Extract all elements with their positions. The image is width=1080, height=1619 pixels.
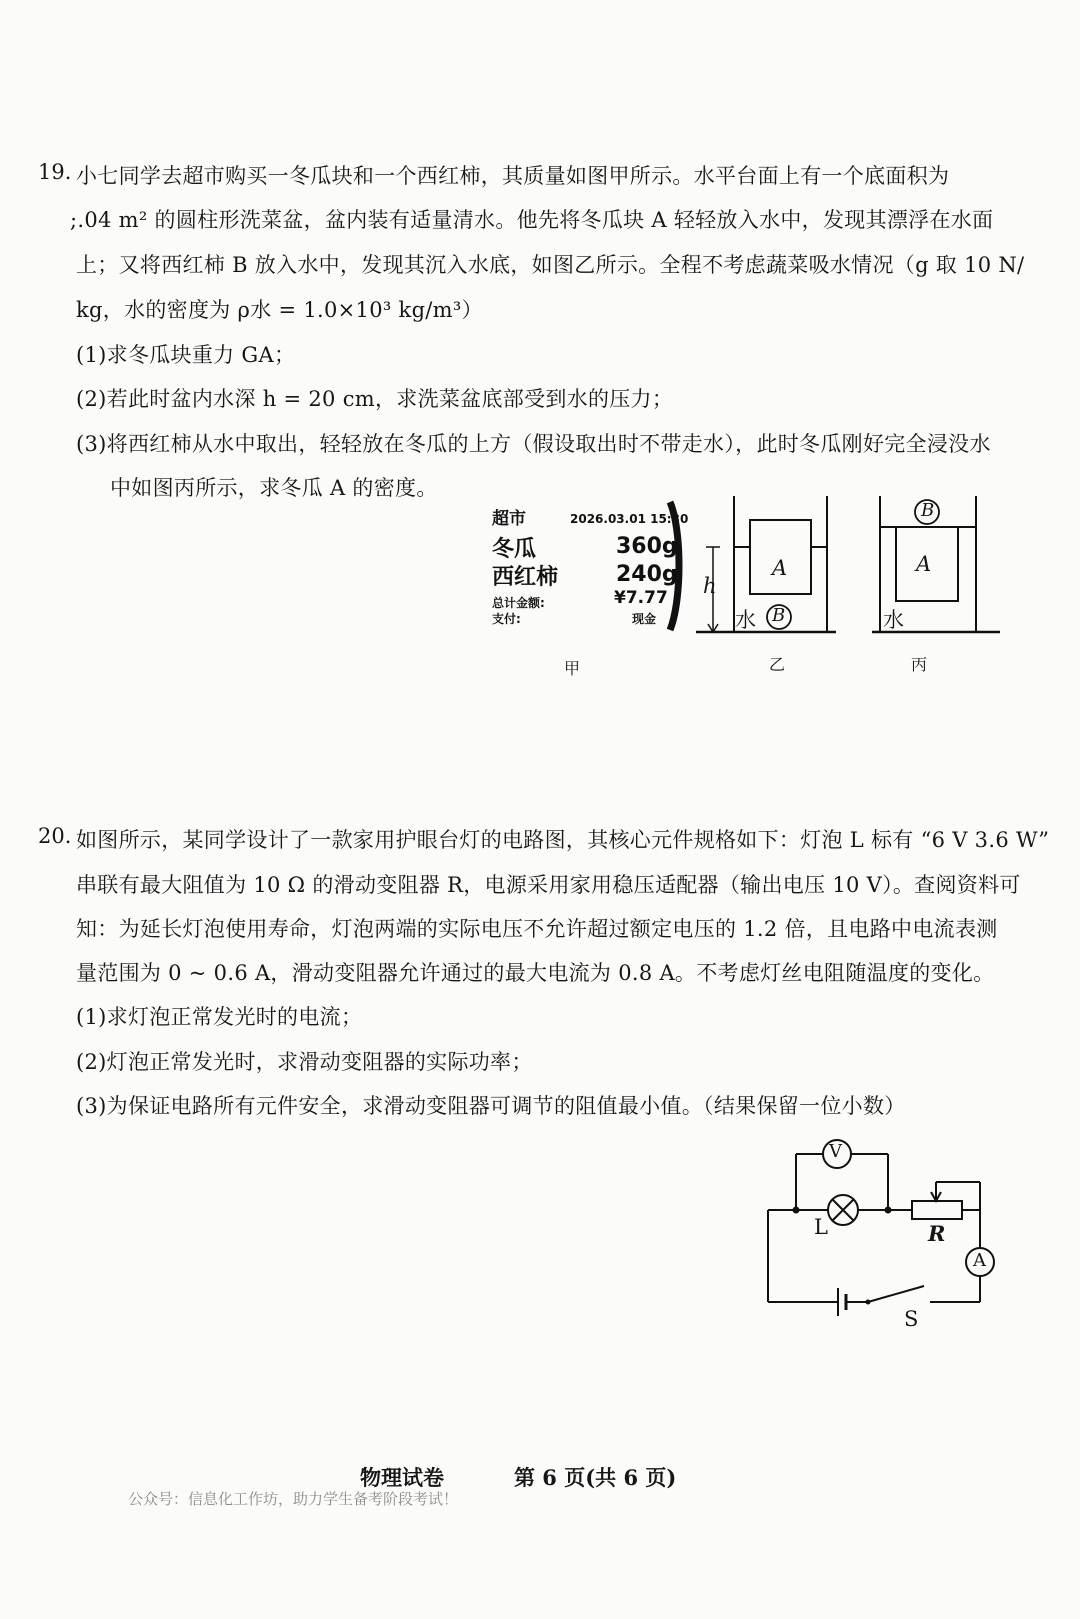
receipt-item2-mass: 240g (616, 562, 678, 587)
watermark: 公众号：信息化工作坊，助力学生备考阶段考试！ (128, 1490, 459, 1508)
q20-sub-2: (2)灯泡正常发光时，求滑动变阻器的实际功率； (76, 1050, 533, 1074)
receipt-pay-label: 支付: (492, 612, 521, 626)
figure-bing-b-label: B (921, 500, 935, 521)
caption-bing: 丙 (911, 655, 928, 674)
q19-line-1: 小七同学去超市购买一冬瓜块和一个西红柿，其质量如图甲所示。水平台面上有一个底面积为 (76, 164, 950, 188)
rheostat-label: R (928, 1221, 946, 1246)
q19-sub-3: (3)将西红柿从水中取出，轻轻放在冬瓜的上方（假设取出时不带走水），此时冬瓜刚好完全浸没水 (76, 432, 991, 456)
receipt-item2-name: 西红柿 (492, 565, 559, 590)
footer-page: 第 6 页(共 6 页) (514, 1465, 677, 1490)
figure-bing-water-label: 水 (883, 608, 905, 632)
q19-sub-2: (2)若此时盆内水深 h = 20 cm，求洗菜盆底部受到水的压力； (76, 387, 674, 411)
q20-sub-1: (1)求灯泡正常发光时的电流； (76, 1005, 363, 1029)
q20-line-1: 如图所示，某同学设计了一款家用护眼台灯的电路图，其核心元件规格如下：灯泡 L 标有 “6 V 3.6 W” (76, 828, 1050, 852)
receipt-total-label: 总计金额: (492, 596, 545, 610)
figure-yi-water-label: 水 (735, 608, 757, 632)
ammeter-label: A (973, 1250, 987, 1271)
receipt-store: 超市 (492, 509, 526, 529)
receipt-curl-edge (666, 500, 688, 632)
q20-sub-3: (3)为保证电路所有元件安全，求滑动变阻器可调节的阻值最小值。（结果保留一位小数） (76, 1094, 906, 1118)
q20-number: 20. (38, 824, 72, 848)
figure-yi-h-label: h (703, 574, 717, 598)
q19-line-2: ;.04 m² 的圆柱形洗菜盆，盆内装有适量清水。他先将冬瓜块 A 轻轻放入水中，发现其漂浮在水面 (70, 208, 994, 232)
receipt-total-value: ¥7.77 (614, 588, 668, 608)
receipt-item1-mass: 360g (616, 534, 678, 559)
figure-yi-b-label: B (772, 605, 786, 626)
q19-line-3: 上；又将西红柿 B 放入水中，发现其沉入水底，如图乙所示。全程不考虑蔬菜吸水情况（g 取 10 N/ (76, 253, 1025, 277)
q19-line-4: kg，水的密度为 ρ水 = 1.0×10³ kg/m³） (76, 298, 483, 322)
lamp-label: L (814, 1215, 829, 1239)
figure-yi-basin (696, 490, 836, 640)
figure-yi-a-label: A (772, 556, 788, 580)
caption-yi: 乙 (769, 655, 786, 674)
q20-line-4: 量范围为 0 ~ 0.6 A，滑动变阻器允许通过的最大电流为 0.8 A。不考虑灯丝电阻随温度的变化。 (76, 961, 995, 985)
receipt-figure (492, 504, 689, 628)
q19-sub-1: (1)求冬瓜块重力 GA； (76, 343, 296, 367)
q20-line-2: 串联有最大阻值为 10 Ω 的滑动变阻器 R，电源采用家用稳压适配器（输出电压 10 V）。查阅资料可 (76, 873, 1021, 897)
caption-jia: 甲 (564, 659, 581, 678)
switch-label: S (904, 1307, 919, 1331)
circuit-diagram (760, 1130, 1010, 1330)
q20-line-3: 知：为延长灯泡使用寿命，灯泡两端的实际电压不允许超过额定电压的 1.2 倍，且电路中电流表测 (76, 917, 998, 941)
q19-sub-4: 中如图丙所示，求冬瓜 A 的密度。 (110, 476, 438, 500)
voltmeter-label: V (829, 1141, 843, 1162)
figure-bing-a-label: A (916, 552, 932, 576)
receipt-item1-name: 冬瓜 (492, 537, 537, 562)
footer-title: 物理试卷 (360, 1465, 444, 1490)
receipt-pay-value: 现金 (632, 612, 657, 626)
q19-number: 19. (38, 160, 72, 184)
receipt-datetime: 2026.03.01 15:30 (570, 512, 689, 526)
